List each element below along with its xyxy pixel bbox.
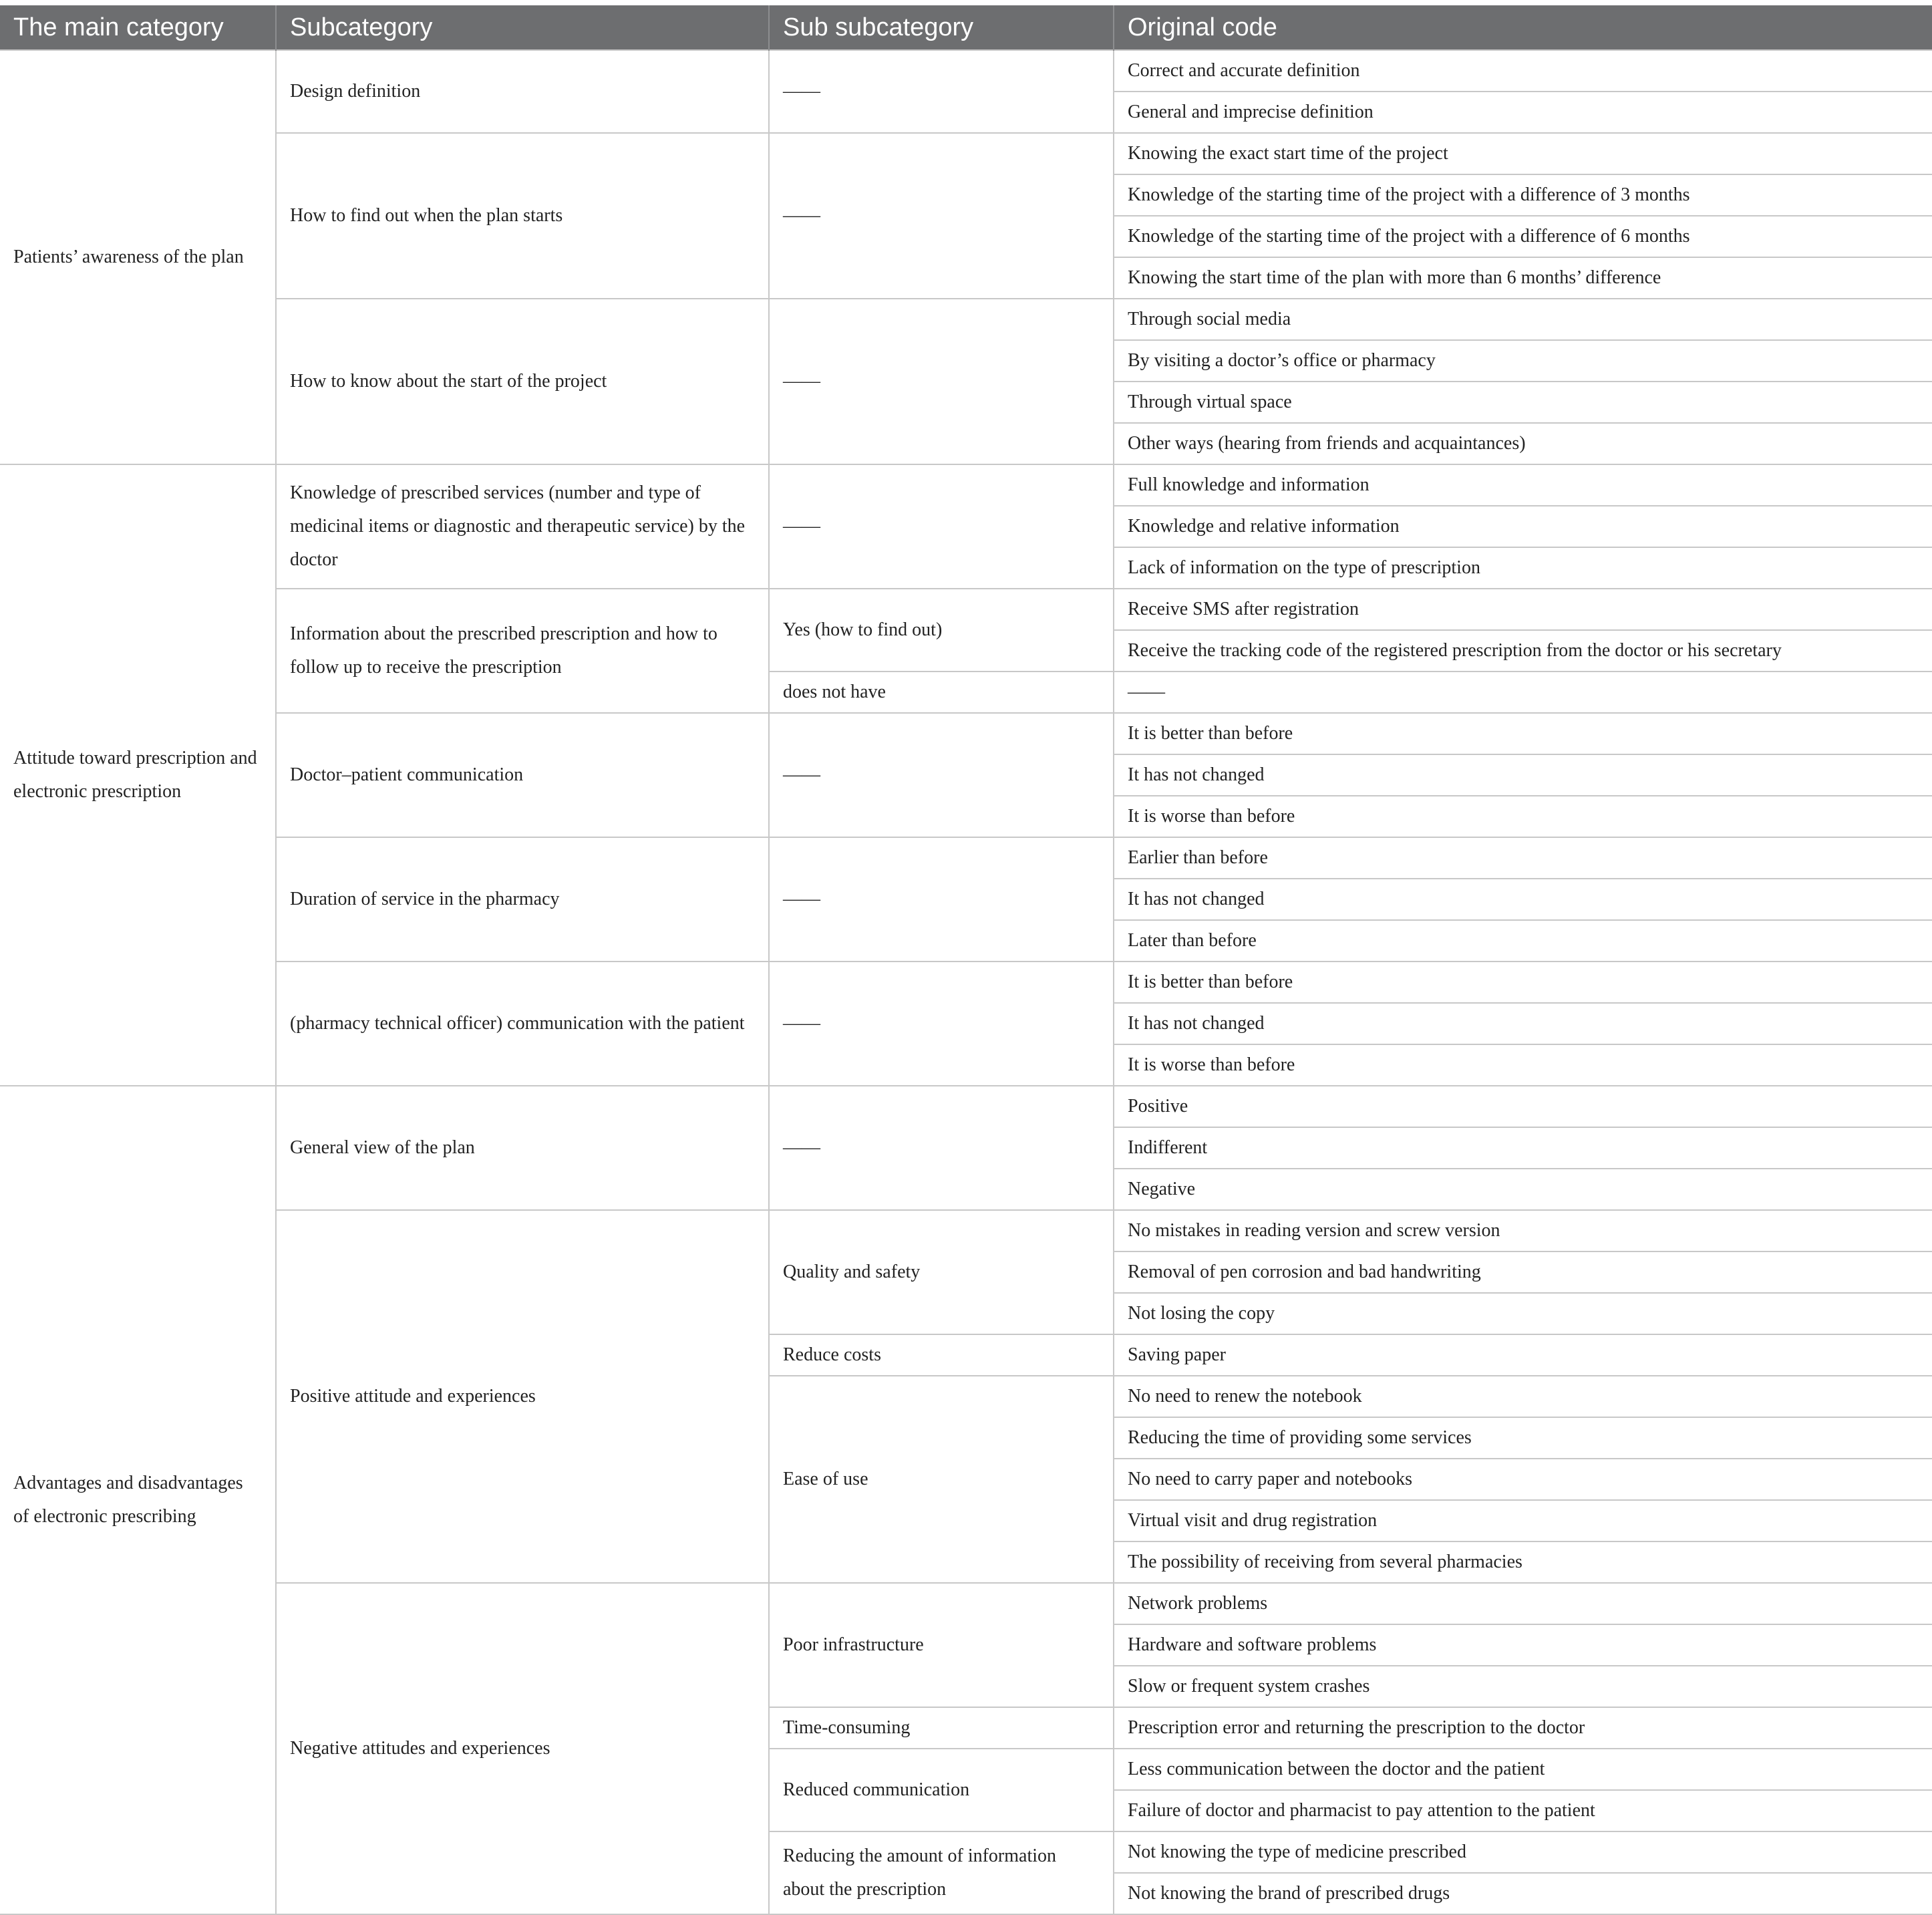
sub-subcategory-cell: ——	[769, 1086, 1114, 1210]
original-code-cell: Reducing the time of providing some services	[1114, 1417, 1932, 1459]
table-body	[0, 50, 1932, 1914]
original-code-cell: No need to renew the notebook	[1114, 1376, 1932, 1417]
original-code-cell: Knowledge of the starting time of the project with a difference of 6 months	[1114, 216, 1932, 257]
original-code-cell: It is better than before	[1114, 962, 1932, 1003]
subcategory-cell: How to find out when the plan starts	[276, 133, 769, 299]
original-code-cell: It has not changed	[1114, 1003, 1932, 1044]
original-code-cell: Saving paper	[1114, 1334, 1932, 1376]
table-row	[0, 133, 1932, 174]
original-code-cell: Correct and accurate definition	[1114, 50, 1932, 92]
original-code-cell: Receive SMS after registration	[1114, 589, 1932, 630]
original-code-cell: It is better than before	[1114, 713, 1932, 754]
category-table	[0, 5, 1932, 1915]
original-code-cell: Through virtual space	[1114, 382, 1932, 423]
sub-subcategory-cell: ——	[769, 713, 1114, 837]
header-subcategory: Subcategory	[276, 5, 769, 50]
original-code-cell: Not knowing the type of medicine prescribed	[1114, 1831, 1932, 1873]
original-code-cell: General and imprecise definition	[1114, 92, 1932, 133]
sub-subcategory-cell: ——	[769, 837, 1114, 962]
table-row	[0, 1583, 1932, 1624]
original-code-cell: Removal of pen corrosion and bad handwriting	[1114, 1251, 1932, 1293]
subcategory-cell: Negative attitudes and experiences	[276, 1583, 769, 1914]
original-code-cell: Through social media	[1114, 299, 1932, 340]
subcategory-cell: (pharmacy technical officer) communication with the patient	[276, 962, 769, 1086]
original-code-cell: Other ways (hearing from friends and acquaintances)	[1114, 423, 1932, 464]
original-code-cell: Slow or frequent system crashes	[1114, 1666, 1932, 1707]
sub-subcategory-cell: Quality and safety	[769, 1210, 1114, 1334]
original-code-cell: Knowledge and relative information	[1114, 506, 1932, 547]
subcategory-cell: How to know about the start of the project	[276, 299, 769, 464]
original-code-cell: It has not changed	[1114, 879, 1932, 920]
sub-subcategory-cell: ——	[769, 962, 1114, 1086]
subcategory-cell: Information about the prescribed prescription and how to follow up to receive the prescription	[276, 589, 769, 713]
table-row	[0, 589, 1932, 630]
subcategory-cell: Duration of service in the pharmacy	[276, 837, 769, 962]
original-code-cell: Receive the tracking code of the registered prescription from the doctor or his secretary	[1114, 630, 1932, 672]
original-code-cell: It is worse than before	[1114, 796, 1932, 837]
original-code-cell: Knowledge of the starting time of the project with a difference of 3 months	[1114, 174, 1932, 216]
original-code-cell: It is worse than before	[1114, 1044, 1932, 1086]
table-row	[0, 837, 1932, 879]
original-code-cell: Knowing the exact start time of the project	[1114, 133, 1932, 174]
table-row	[0, 1086, 1932, 1127]
sub-subcategory-cell: Yes (how to find out)	[769, 589, 1114, 672]
sub-subcategory-cell: does not have	[769, 672, 1114, 713]
table-row	[0, 713, 1932, 754]
original-code-cell: Earlier than before	[1114, 837, 1932, 879]
sub-subcategory-cell: ——	[769, 50, 1114, 133]
sub-subcategory-cell: ——	[769, 299, 1114, 464]
table-row	[0, 299, 1932, 340]
sub-subcategory-cell: ——	[769, 133, 1114, 299]
subcategory-cell: Doctor–patient communication	[276, 713, 769, 837]
original-code-cell: Positive	[1114, 1086, 1932, 1127]
table-row	[0, 464, 1932, 506]
table-row	[0, 50, 1932, 92]
sub-subcategory-cell: Reduced communication	[769, 1749, 1114, 1831]
sub-subcategory-cell: Ease of use	[769, 1376, 1114, 1583]
original-code-cell: ——	[1114, 672, 1932, 713]
original-code-cell: No mistakes in reading version and screw version	[1114, 1210, 1932, 1251]
table-row	[0, 1210, 1932, 1251]
original-code-cell: The possibility of receiving from several pharmacies	[1114, 1541, 1932, 1583]
original-code-cell: It has not changed	[1114, 754, 1932, 796]
table-row	[0, 962, 1932, 1003]
header-original-code: Original code	[1114, 5, 1932, 50]
original-code-cell: Network problems	[1114, 1583, 1932, 1624]
header-main-category: The main category	[0, 5, 276, 50]
original-code-cell: Full knowledge and information	[1114, 464, 1932, 506]
original-code-cell: Hardware and software problems	[1114, 1624, 1932, 1666]
original-code-cell: Not losing the copy	[1114, 1293, 1932, 1334]
table-header	[0, 5, 1932, 50]
sub-subcategory-cell: Poor infrastructure	[769, 1583, 1114, 1707]
subcategory-cell: General view of the plan	[276, 1086, 769, 1210]
original-code-cell: Later than before	[1114, 920, 1932, 962]
original-code-cell: Prescription error and returning the prescription to the doctor	[1114, 1707, 1932, 1749]
original-code-cell: Knowing the start time of the plan with more than 6 months’ difference	[1114, 257, 1932, 299]
original-code-cell: Virtual visit and drug registration	[1114, 1500, 1932, 1541]
original-code-cell: Less communication between the doctor and the patient	[1114, 1749, 1932, 1790]
sub-subcategory-cell: ——	[769, 464, 1114, 589]
original-code-cell: By visiting a doctor’s office or pharmacy	[1114, 340, 1932, 382]
header-row	[0, 5, 1932, 50]
original-code-cell: Negative	[1114, 1169, 1932, 1210]
sub-subcategory-cell: Reducing the amount of information about the prescription	[769, 1831, 1114, 1914]
original-code-cell: Not knowing the brand of prescribed drugs	[1114, 1873, 1932, 1914]
subcategory-cell: Design definition	[276, 50, 769, 133]
main-category-cell: Attitude toward prescription and electronic prescription	[0, 464, 276, 1086]
original-code-cell: Indifferent	[1114, 1127, 1932, 1169]
subcategory-cell: Knowledge of prescribed services (number and type of medicinal items or diagnostic and therapeutic service) by the doctor	[276, 464, 769, 589]
subcategory-cell: Positive attitude and experiences	[276, 1210, 769, 1583]
sub-subcategory-cell: Reduce costs	[769, 1334, 1114, 1376]
main-category-cell: Advantages and disadvantages of electronic prescribing	[0, 1086, 276, 1914]
original-code-cell: No need to carry paper and notebooks	[1114, 1459, 1932, 1500]
sub-subcategory-cell: Time-consuming	[769, 1707, 1114, 1749]
original-code-cell: Lack of information on the type of prescription	[1114, 547, 1932, 589]
original-code-cell: Failure of doctor and pharmacist to pay attention to the patient	[1114, 1790, 1932, 1831]
main-category-cell: Patients’ awareness of the plan	[0, 50, 276, 464]
header-sub-subcategory: Sub subcategory	[769, 5, 1114, 50]
